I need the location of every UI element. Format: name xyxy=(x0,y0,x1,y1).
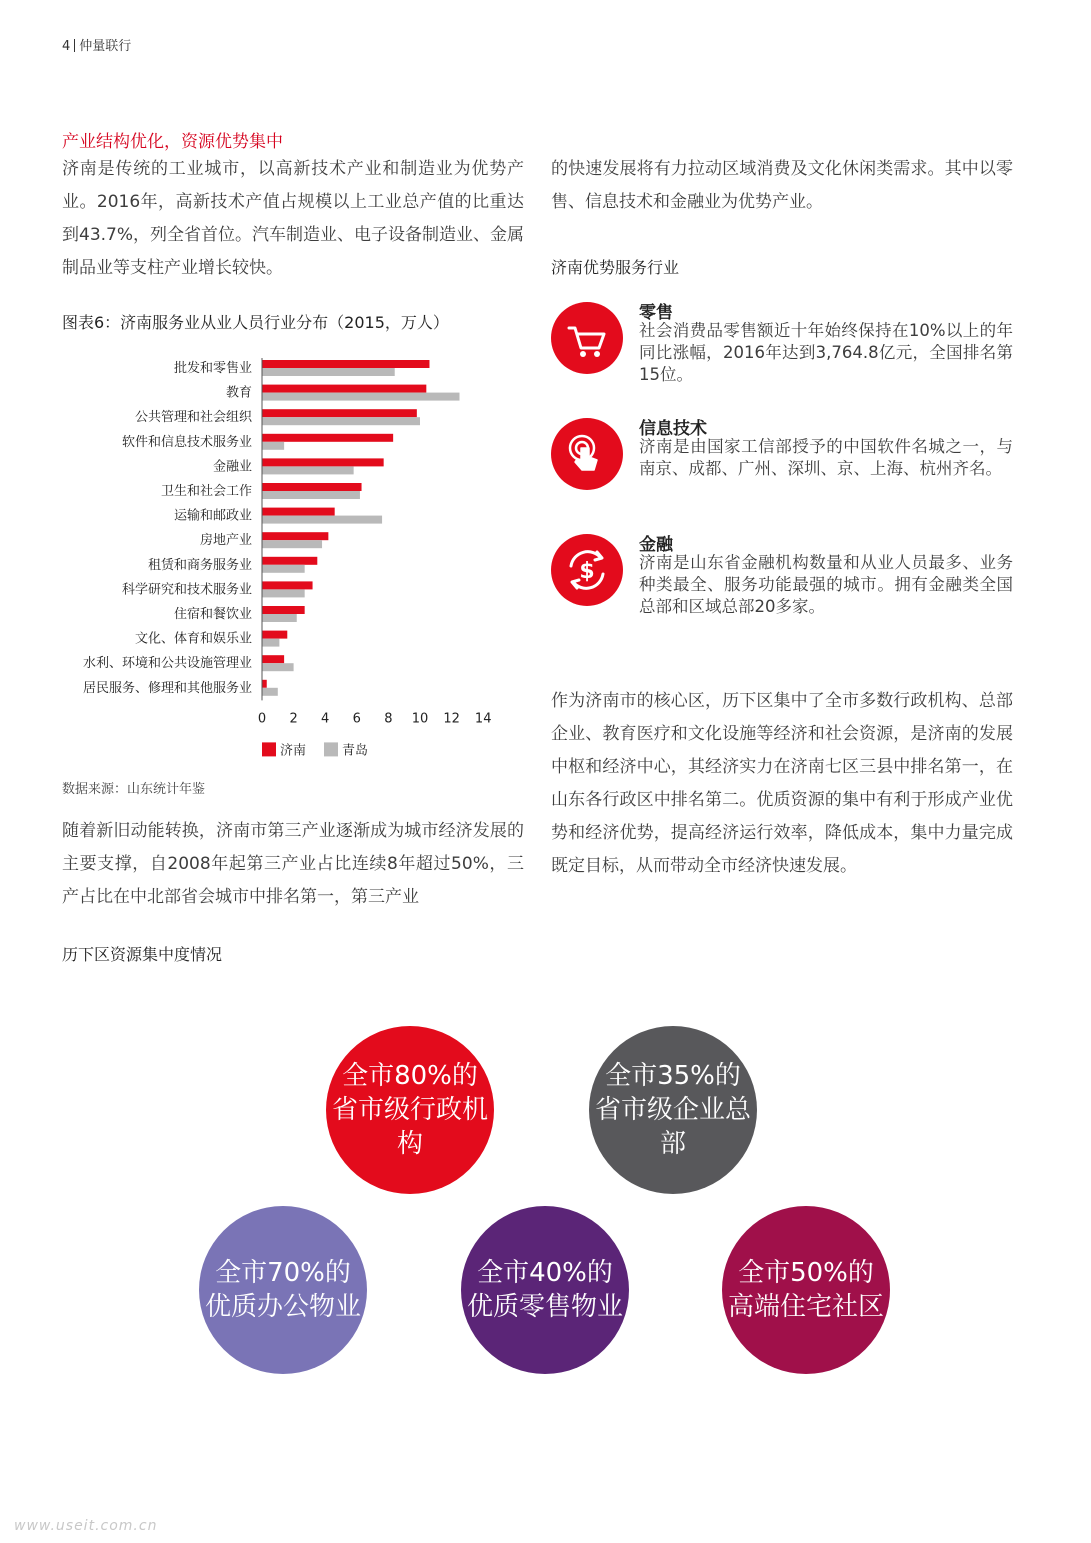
bubble-retail-text: 全市40%的优质零售物业 xyxy=(466,1258,623,1322)
category-label: 批发和零售业 xyxy=(173,361,252,376)
category-label: 软件和信息技术服务业 xyxy=(121,434,252,450)
chart-title: 图表6：济南服务业从业人员行业分布（2015，万人） xyxy=(62,313,449,332)
bar-jinan xyxy=(262,680,267,688)
bubble-residential xyxy=(722,1206,890,1374)
legend-label-jinan: 济南 xyxy=(280,743,307,759)
service-employment-bar-chart xyxy=(60,352,530,772)
bar-jinan xyxy=(262,508,335,516)
category-label: 金融业 xyxy=(212,459,252,475)
bar-qingdao xyxy=(262,688,278,696)
svg-text:$: $ xyxy=(579,559,595,584)
bar-jinan xyxy=(262,581,313,589)
service-desc-it: 济南是由国家工信部授予的中国软件名城之一，与南京、成都、广州、深圳、京、上海、杭州齐名。 xyxy=(639,437,1013,478)
bar-jinan xyxy=(262,606,305,614)
brand-name: 仲量联行 xyxy=(79,39,132,54)
category-label: 教育 xyxy=(225,385,252,401)
x-tick-label: 2 xyxy=(289,711,298,727)
bar-jinan xyxy=(262,385,426,393)
bar-jinan xyxy=(262,360,429,368)
bar-jinan xyxy=(262,434,393,442)
bubble-residential-text: 全市50%的高端住宅社区 xyxy=(727,1258,884,1322)
bubble-office xyxy=(199,1206,367,1374)
bar-jinan xyxy=(262,631,287,639)
bar-qingdao xyxy=(262,589,305,597)
legend-swatch-qingdao xyxy=(324,742,338,756)
section-title: 产业结构优化，资源优势集中 xyxy=(62,132,283,152)
category-label: 租赁和商务服务业 xyxy=(147,557,252,573)
legend-label-qingdao: 青岛 xyxy=(342,743,369,759)
service-name-retail: 零售 xyxy=(639,303,673,323)
bar-qingdao xyxy=(262,417,420,425)
category-label: 卫生和社会工作 xyxy=(160,484,252,499)
page-number: 4 xyxy=(62,39,71,54)
shopping-cart-icon xyxy=(551,302,623,374)
bubble-retail xyxy=(461,1206,629,1374)
bar-jinan xyxy=(262,655,284,663)
x-tick-label: 0 xyxy=(257,711,267,727)
paragraph-industry: 济南是传统的工业城市，以高新技术产业和制造业为优势产业。2016年，高新技术产值占规模以上工业总产值的比重达到43.7%，列全省首位。汽车制造业、电子设备制造业、金属制品业等支柱产业增长较快。 xyxy=(62,159,525,278)
category-label: 水利、环境和公共设施管理业 xyxy=(82,656,252,672)
service-desc-retail: 社会消费品零售额近十年始终保持在10%以上的年同比涨幅，2016年达到3,764.8亿元，全国排名第15位。 xyxy=(639,321,1013,384)
bar-qingdao xyxy=(262,540,322,548)
bubble-hq xyxy=(589,1026,757,1194)
paragraph-advantage: 的快速发展将有力拉动区域消费及文化休闲类需求。其中以零售、信息技术和金融业为优势产业。 xyxy=(551,159,1013,212)
bar-qingdao xyxy=(262,639,279,647)
concentration-title: 历下区资源集中度情况 xyxy=(62,945,223,964)
x-tick-label: 4 xyxy=(321,711,330,727)
service-name-finance: 金融 xyxy=(639,535,673,555)
category-label: 住宿和餐饮业 xyxy=(173,607,252,622)
bar-qingdao xyxy=(262,393,460,401)
header-divider xyxy=(74,39,75,52)
bar-jinan xyxy=(262,532,328,540)
bar-jinan xyxy=(262,557,317,565)
service-desc-finance: 济南是山东省金融机构数量和从业人员最多、业务种类最全、服务功能最强的城市。拥有金融类全国总部和区域总部20多家。 xyxy=(639,553,1013,616)
category-label: 居民服务、修理和其他服务业 xyxy=(82,680,252,696)
category-label: 文化、体育和娱乐业 xyxy=(134,631,252,647)
x-tick-label: 10 xyxy=(411,711,429,727)
x-tick-label: 8 xyxy=(384,711,393,727)
category-label: 运输和邮政业 xyxy=(173,508,252,524)
bar-qingdao xyxy=(262,368,395,376)
paragraph-tertiary: 随着新旧动能转换，济南市第三产业逐渐成为城市经济发展的主要支撑，自2008年起第三产业占比连续8年超过50%，三产占比在中北部省会城市中排名第一，第三产业 xyxy=(62,821,524,907)
category-label: 科学研究和技术服务业 xyxy=(121,582,252,598)
touch-click-icon xyxy=(551,418,623,490)
bubble-admin-agencies-text: 全市80%的省市级行政机构 xyxy=(331,1061,488,1159)
page-header xyxy=(62,35,131,54)
bar-qingdao xyxy=(262,491,360,499)
bar-jinan xyxy=(262,483,362,491)
watermark: www.useit.com.cn xyxy=(14,1518,158,1534)
bar-qingdao xyxy=(262,466,354,474)
paragraph-lixia: 作为济南市的核心区，历下区集中了全市多数行政机构、总部企业、教育医疗和文化设施等经济和社会资源，是济南的发展中枢和经济中心，其经济实力在济南七区三县中排名第一，在山东各行政区中排名第二。优质资源的集中有利于形成产业优势和经济优势，提高经济运行效率，降低成本，集中力量完成既定目标，从而带动全市经济快速发展。 xyxy=(551,691,1013,876)
dollar-exchange-icon xyxy=(551,534,623,606)
category-label: 房地产业 xyxy=(199,533,252,549)
chart-source: 数据来源：山东统计年鉴 xyxy=(62,782,206,797)
bar-jinan xyxy=(262,458,384,466)
bar-qingdao xyxy=(262,614,297,622)
bubble-office-text: 全市70%的优质办公物业 xyxy=(204,1258,361,1322)
bubble-hq-text: 全市35%的省市级企业总部 xyxy=(594,1061,751,1159)
bar-qingdao xyxy=(262,565,305,573)
bar-jinan xyxy=(262,409,417,417)
bar-qingdao xyxy=(262,442,284,450)
bubble-admin-agencies xyxy=(326,1026,494,1194)
bar-qingdao xyxy=(262,516,382,524)
service-name-it: 信息技术 xyxy=(639,419,707,439)
legend-swatch-jinan xyxy=(262,742,276,756)
x-tick-label: 6 xyxy=(352,711,361,727)
x-tick-label: 12 xyxy=(443,711,460,727)
services-title: 济南优势服务行业 xyxy=(551,258,680,277)
bar-qingdao xyxy=(262,663,294,671)
x-tick-label: 14 xyxy=(474,711,492,727)
category-label: 公共管理和社会组织 xyxy=(134,410,252,426)
